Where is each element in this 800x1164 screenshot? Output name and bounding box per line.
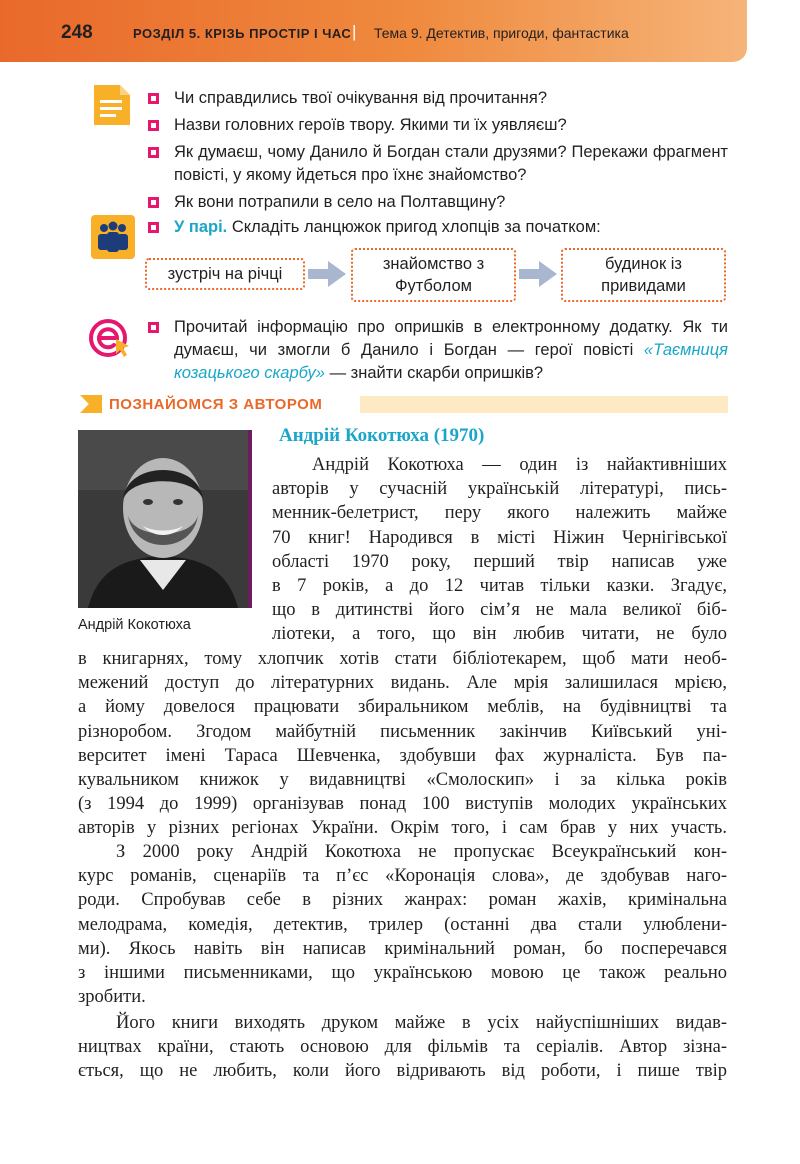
text-line: ється, що не любить, коли його відривають від роботи, і пише твір [78,1061,727,1082]
bullet-icon [148,322,159,333]
list-item: Як думаєш, чому Данило й Богдан стали друзями? Перекажи фрагмент повісті, у якому йдеться про їхнє знайомство? [148,141,728,187]
section-ribbon [76,393,728,417]
author-heading: Андрій Кокотюха (1970) [279,425,485,446]
text-line: різноробом. Згодом майбутній письменник закінчив Київський уні- [78,721,727,742]
text-line: роди. Спробував себе в різних жанрах: роман жахів, кримінальна [78,890,727,911]
page-number: 248 [61,22,93,43]
pair-work-icon [91,215,135,264]
text-line: авторів у різних регіонах України. Окрім того, і сам брав у них участь. [78,818,727,839]
text-line: верситет імені Тараса Шевченка, здобувши фах журналіста. Був па- [78,745,727,766]
bullet-icon [148,197,159,208]
text-line: мелодрама, комедія, детектив, трилер (останні два стали улюблени- [78,914,727,935]
list-item: Як вони потрапили в село на Полтавщину? [148,191,728,214]
chain-step-2: знайомство з Футболом [351,248,516,302]
text-line: в книгарнях, тому хлопчик хотів стати бібліотекарем, щоб мати необ- [78,649,727,669]
author-photo [78,430,252,608]
text-line: ми). Якось навіть він написав кримінальний роман, бо посперечався [78,938,727,959]
text-line: в 7 років, а до 12 читав тільки казки. Згадує, [272,576,727,597]
list-item: Назви головних героїв твору. Якими ти їх уявляєш? [148,114,728,137]
text-line: області 1970 року, перший твір написав уже [272,551,727,572]
document-icon [91,82,133,133]
ribbon-flag-icon [80,395,102,413]
text-line: зробити. [78,987,146,1008]
chain-step-1: зустріч на річці [145,258,305,290]
text-line: менник-белетрист, перу якого належить майже [272,503,727,524]
section-title: РОЗДІЛ 5. КРІЗЬ ПРОСТІР І ЧАС [133,26,352,41]
bullet-icon [148,147,159,158]
paragraph-1-continued [78,647,727,841]
e-task [148,316,728,385]
text-line: курс романів, сценаріїв та п’єс «Коронація слова», де здобував наго- [78,866,727,887]
bullet-icon [148,93,159,104]
text-line: 70 книг! Народився в місті Ніжин Чернігівської [272,527,727,548]
pair-task [148,216,728,239]
text-line: авторів у сучасній українській літературі, пись- [272,479,727,500]
page-header [0,0,747,62]
list-item: Чи справдились твої очікування від прочитання? [148,87,728,110]
text-line: Його книги виходять друком майже в усіх найуспішніших видав- [116,1013,727,1033]
bullet-icon [148,120,159,131]
text-line: ництвах країни, стають основою для фільмів та серіалів. Автор зізна- [78,1037,727,1058]
arrow-right-icon [306,258,348,290]
text-line: кувальником книжок у видавництві «Смолоскип» і за кілька років [78,770,727,791]
paragraph-2 [78,840,727,1009]
story-title-link[interactable]: «Таємниця козацького скарбу» [174,341,728,382]
list-item: Прочитай інформацію про опришків в електронному додатку. Як ти думаєш, чи змогли б Данило і Богдан — герої повісті «Таємниця козацького скарбу» — знайти скарби опришків? [148,316,728,385]
text-line: межений доступ до літературних видань. Але мрія залишилася мрією, [78,673,727,694]
bullet-icon [148,222,159,233]
text-line: З 2000 року Андрій Кокотюха не пропускає Всеукраїнський кон- [116,842,727,862]
text-line: (з 1994 до 1999) організував понад 100 виступів молодих українських [78,794,727,815]
ribbon-strip [360,396,728,413]
photo-caption: Андрій Кокотюха [78,617,191,633]
text-line: ліотеки, а того, що він любив читати, не було [272,624,727,645]
text-line: а йому довелося працювати збиральником меблів, на будівництві та [78,697,727,718]
chain-step-3: будинок із привидами [561,248,726,302]
list-item: У парі. Складіть ланцюжок пригод хлопців за початком: [148,216,728,239]
topic-title: Тема 9. Детектив, пригоди, фантастика [374,25,629,41]
ribbon-title: ПОЗНАЙОМСЯ З АВТОРОМ [109,396,323,413]
e-supplement-icon [89,317,135,364]
text-line: з іншими письменниками, що українською мовою це також реально [78,963,727,984]
header-separator: | [352,22,357,41]
text-line: Андрій Кокотюха — один із найактивніших [312,455,727,475]
text-line: що в дитинстві його сім’я не мала великої біб- [272,600,727,621]
arrow-right-icon [517,258,559,290]
questions-list [148,87,728,214]
paragraph-1-wrapped [272,453,727,647]
paragraph-3 [78,1011,727,1084]
